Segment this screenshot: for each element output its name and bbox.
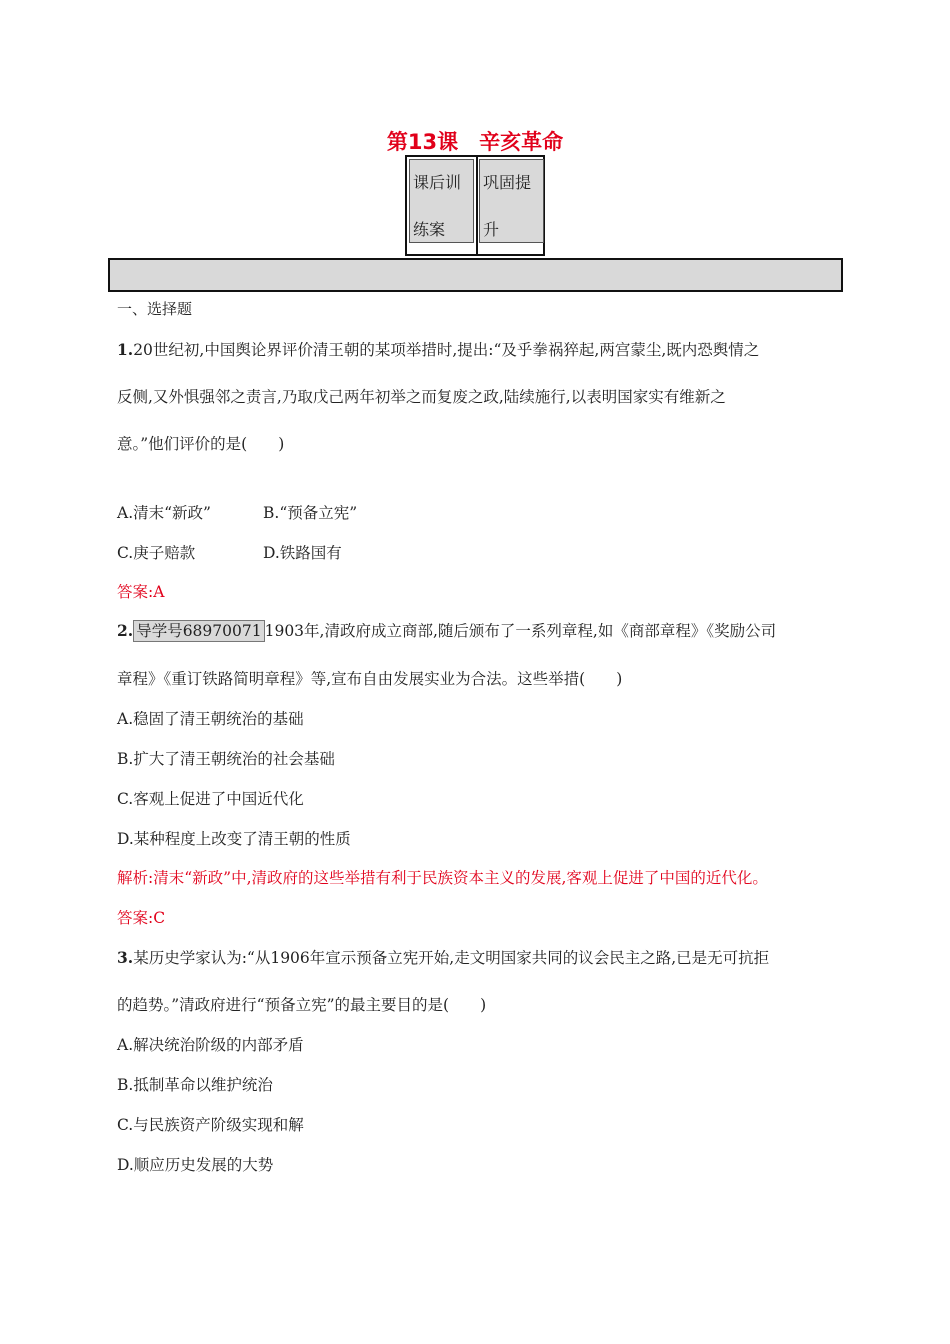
option-d: D.顺应历史发展的大势 [117,1156,274,1174]
lesson-title: 第13课 辛亥革命 [386,130,564,154]
header-banner [108,258,843,292]
option-d: D.铁路国有 [263,544,342,562]
option-a: A.清末“新政” [117,504,211,522]
question-number: 2. [117,621,134,640]
question-3-line [117,946,769,968]
question-3-line: 的趋势。”清政府进行“预备立宪”的最主要目的是( ) [117,996,487,1014]
option-d: D.某种程度上改变了清王朝的性质 [117,830,351,848]
option-c: C.庚子赔款 [117,544,196,562]
option-c: C.与民族资产阶级实现和解 [117,1116,304,1134]
question-number: 3. [117,948,134,967]
question-text: 1903年,清政府成立商部,随后颁布了一系列章程,如《商部章程》《奖励公司 [264,622,777,640]
question-text: 20世纪初,中国舆论界评价清王朝的某项举措时,提出:“及乎拳祸猝起,两宫蒙尘,既内恐舆情之 [133,341,760,359]
question-2-line [117,619,776,642]
exercise-tab-box [405,155,545,256]
answer: 答案:C [117,909,166,927]
analysis: 解析:清末“新政”中,清政府的这些举措有利于民族资本主义的发展,客观上促进了中国的近代化。 [117,869,768,887]
question-1-line: 意。”他们评价的是( ) [117,435,285,453]
question-1-line [117,338,759,360]
option-b: B.“预备立宪” [263,504,358,522]
section-title: 一、选择题 [117,300,193,318]
answer: 答案:A [117,583,165,601]
tab-label-line: 课后训 [413,173,462,192]
question-number: 1. [117,340,134,359]
question-1-line: 反侧,又外惧强邻之责言,乃取戊己两年初举之而复废之政,陆续施行,以表明国家实有维新之 [117,388,726,406]
tab-consolidate[interactable] [479,159,544,243]
tab-after-class-exercise[interactable] [409,159,474,243]
tab-label-line: 巩固提 [483,173,532,192]
option-b: B.抵制革命以维护统治 [117,1076,273,1094]
tab-label-line: 升 [483,220,500,239]
option-b: B.扩大了清王朝统治的社会基础 [117,750,335,768]
guide-number-tag[interactable]: 导学号68970071 [133,620,264,642]
option-c: C.客观上促进了中国近代化 [117,790,304,808]
option-a: A.解决统治阶级的内部矛盾 [117,1036,304,1054]
tab-divider [476,157,478,254]
tab-label-line: 练案 [413,220,446,239]
question-text: 某历史学家认为:“从1906年宣示预备立宪开始,走文明国家共同的议会民主之路,已是无可抗拒 [133,949,770,967]
option-a: A.稳固了清王朝统治的基础 [117,710,304,728]
question-2-line: 章程》《重订铁路简明章程》等,宣布自由发展实业为合法。这些举措( ) [117,670,623,688]
